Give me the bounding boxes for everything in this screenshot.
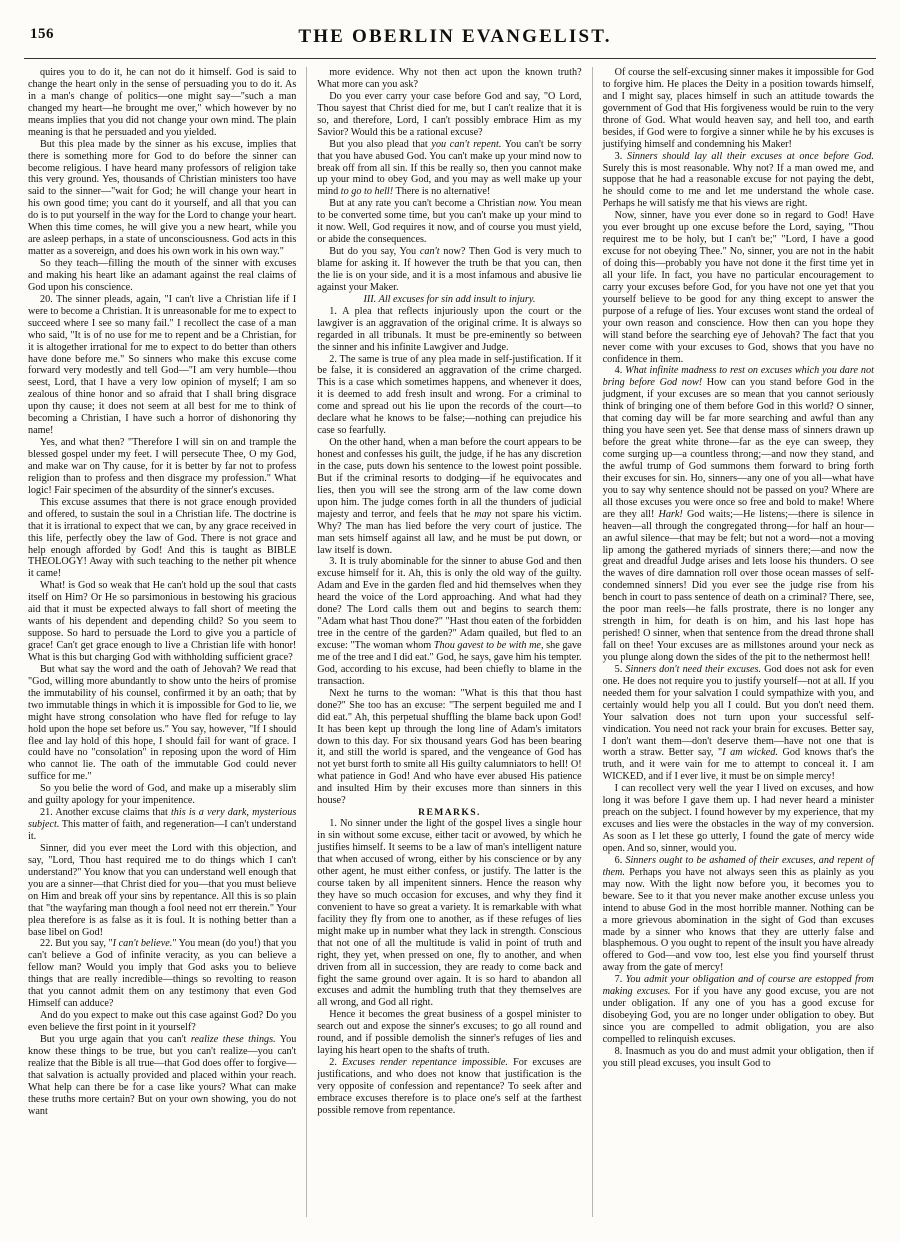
paragraph: Do you ever carry your case before God and say, "O Lord, Thou sayest that Christ died for me, but I can't realize that it is so, and therefore, Lord, I can't possibly embrace Him as my Savior? Would this be a rational excuse? <box>317 90 582 138</box>
paragraph: Now, sinner, have you ever done so in regard to God! Have you ever brought up one excuse before the Lord, saying, "Thou requirest me to be holy, but I can't be;" "Lord, I have a good excuse for not obeying Thee." No, sinner, you are not in the habit of doing this—probably you have not done it the first time yet in all your life. In fact, you have no particular encouragement to carry your excuses before God, for you have not one yet that you yourself believe to be good for any thing except to answer the purpose of a refuge of lies. Your excuses wont stand the ordeal of your own reason and conscience. How then can you hope they will stand before the searching eye of Jehovah? The fact that you never come with your excuses to God, shows that you have no confidence in them. <box>602 210 874 365</box>
paragraph: On the other hand, when a man before the court appears to be honest and confesses his guilt, the judge, if he has any discretion in the case, puts down his sentence to the lowest point possible. But if the criminal resorts to dodging—if he equivocates and lies, then you will see the strong arm of the law come down upon him. The judge comes forth in all the thunders of judicial majesty and terror, and feels that he may not spare his victim. Why? The man has lied before the very court of justice. The man sets himself against all law, and he must be put down, or law itself is down. <box>317 437 582 556</box>
section-heading: REMARKS. <box>418 807 481 819</box>
column-container <box>22 67 878 1217</box>
paragraph: Yes, and what then? "Therefore I will sin on and trample the blessed gospel under my feet. I will persecute Thee, O my God, and make war on Thy cause, for it is better by far not to profess religion than to profess and then disgrace my profession." What logic! Fair specimen of the absurdity of the sinner's excuses. <box>28 437 297 496</box>
paragraph: 1. No sinner under the light of the gospel lives a single hour in sin without some excuse, either tacit or avowed, by which he justifies himself. It seems to be a law of man's intelligent nature that when accused of wrong, either by his conscience or by any other agent, he must either confess, or justify. The latter is the course taken by all impenitent sinners. Hence the reason why they have so much occasion for excuses, and why they find it convenient to have so great a variety. It is remarkable with what facility they fly from one to another, as if these refuges of lies might make up in number what they lack in strength. Conscious that not one of all the multitude is valid in point of truth and right, they yet, when pressed on one, fly to another, and when driven from all in succession, they are ready to come back and fight the same ground over again. It is so hard to abandon all excuses and admit the humbling truth that they themselves are all wrong, and God all right. <box>317 818 582 1009</box>
header-rule <box>24 58 876 59</box>
paragraph: Next he turns to the woman: "What is this that thou hast done?" She too has an excuse: "The serpent beguiled me and I did eat." Ah, this perpetual shuffling the blame back upon God! It has been kept up through the long line of Adam's imitators down to this day. For six thousand years God has been bearing it, and still the world is spared, and the vengeance of God has not yet burst forth to smite all His guilty calumniators to hell! O! what patience in God! And who have ever abused His patience and insulted Him by their excuses more than sinners in this house? <box>317 687 582 807</box>
paragraph: I can recollect very well the year I lived on excuses, and how long it was before I gave them up. I had never heard a minister preach on the subject. I found however by my experience, that my excuses and lies were the obstacles in the way of my conversion. As soon as I let these go utterly, I found the gate of mercy wide open. And so, sinner, would you. <box>602 783 874 854</box>
paragraph: 3. It is truly abominable for the sinner to abuse God and then excuse himself for it. Ah, this is only the old way of the guilty. Adam and Eve in the garden fled and hid themselves when they heard the voice of the Lord approaching. And what had they done? The Lord calls them out and begins to search them: "Adam what hast Thou done?" "Hast thou eaten of the forbidden tree in the centre of the garden?" Adam quailed, but fled to an excuse: "The woman whom Thou gavest to be with me, she gave me of the tree and I did eat." God, he says, gave him his tempter. God, according to his excuse, had been chiefly to blame in the transaction. <box>317 556 582 687</box>
paragraph: Of course the self-excusing sinner makes it impossible for God to forgive him. He places the Deity in a position towards himself, and I might say, places himself in such an attitude towards the government of God that His forgiveness would be ruin to the very throne of God. What would heaven say, and hell too, and earth besides, if God were to forgive a sinner while he by his excuses is justifying himself and condemning his Maker! <box>602 67 874 150</box>
paragraph: Hence it becomes the great business of a gospel minister to search out and expose the sinner's excuses; to go all round and round, and if possible demolish the sinner's refuges of lies and laying his heart open to the shafts of truth. <box>317 1009 582 1057</box>
paragraph: So you belie the word of God, and make up a miserably slim and guilty apology for your impenitence. <box>28 783 297 807</box>
paragraph: But you urge again that you can't realize these things. You know these things to be true, but you can't realize—you can't realize that the Bible is all true—that God does offer to forgive—that salvation is actually provided and placed within your reach. What help can there be for a case like yours? What can make these truths more certain? But on your own showing, you do not want <box>28 1033 297 1117</box>
paragraph: 4. What infinite madness to rest on excuses which you dare not bring before God now! How can you stand before God in the judgment, if your excuses are so mean that you cannot seriously think of bringing one of them before God in this world? O sinner, that coming day will be far more searching and awful than any thing you have seen yet. See that dense mass of sinners drawn up before the great white throne—far as the eye can sweep, they come surging up—a countless throng;—and now they stand, and the awful trump of God summons them forward to bring forth their excuses for sin. Ho, sinners—any one of you all—what have you to say why sentence should not be passed on you? Where are all those excuses you were once so free and bold to make! Where are they all! Hark! God waits;—He listens;—there is silence in heaven—all through the congregated throng—for half an hour—an awful silence—that may be felt; but not a word—not a moving lip among the gathered myriads of sinners there;—and now the great and dreadful Judge arises and lets loose his thunders. O see the waves of dire damnation roll over those ocean masses of self-condemned sinners! Did you ever see the judge rise from his bench in court to pass sentence of death on a criminal? There, see, the poor man reels—he falls prostrate, there is no longer any strength in him, for death is on him, and his last hope has perished! O sinner, when that sentence from the dread throne shall fall on thee! Your excuses are as millstones around your neck as you plunge along down the sides of the pit to the nethermost hell! <box>602 365 874 663</box>
paragraph: But this plea made by the sinner as his excuse, implies that there is something more for God to do before the sinner can become religious. I have heard many professors of religion take this very ground. Yes, thousands of Christian ministers too have said to the sinner—"wait for God; he will change your heart in his own good time; you cant do it yourself, and all that you can do is to put yourself in the way for the Lord to change your heart. When this time comes, he will give you a new heart, while you are asleep perhaps, in a state of unconsciousness. God acts in this matter as a sovereign, and does his own work in his own way." <box>28 138 297 258</box>
column-3 <box>593 67 878 1217</box>
page-number: 156 <box>30 26 54 42</box>
masthead <box>22 26 878 52</box>
column-1 <box>22 67 307 1217</box>
paragraph: But do you say, You can't now? Then God is very much to blame for asking it. If however the truth be that you can, then the lie is on your side, and it is a most infamous and abusive lie against your Maker. <box>317 246 582 293</box>
paragraph: And do you expect to make out this case against God? Do you even believe the first point in it yourself? <box>28 1010 297 1033</box>
paragraph: 22. But you say, "I can't believe." You mean (do you!) that you can't believe a God of infinite veracity, as you can believe a fellow man? Would you imply that God asks you to believe things that are really incredible—things so revolting to reason that you cannot admit them on any testimony that even God Himself can adduce? <box>28 938 297 1010</box>
paragraph: Sinner, did you ever meet the Lord with this objection, and say, "Lord, Thou hast required me to do things which I can't understand?" You know that you can understand well enough that you are a sinner—that Christ died for you—that you must believe on Him and break off your sins by repentance. All this is so plain that "the wayfaring man though a fool need not err therein." Your plea therefore is as false as it is foul. It is nothing better than a base libel on God! <box>28 842 297 938</box>
paragraph: This excuse assumes that there is not grace enough provided and offered, to sustain the soul in a Christian life. The doctrine is that it is irrational to expect that we can, by any grace received in this life, perfectly obey the law of God. There is not grace and help enough afforded by God! And this is taught as BIBLE THEOLOGY! Away with such teaching to the nether pit whence it came! <box>28 496 297 580</box>
paragraph: 7. You admit your obligation and of course are estopped from making excuses. For if you have any good excuse, you are not under obligation. If any one of you has a good excuse for disobeying God, you are no longer under obligation to obey. But since you are compelled to admit obligation, you are also compelled to relinquish excuses. <box>602 974 874 1045</box>
paragraph: 8. Inasmuch as you do and must admit your obligation, then if you still plead excuses, you insult God to <box>602 1045 874 1069</box>
paragraph: But what say the word and the oath of Jehovah? We read that "God, willing more abundantly to show unto the heirs of promise the immutability of his counsel, confirmed it by an oath; that by two immutable things in which it is impossible for God to lie, we might have strong consolation who have fled for refuge to lay hold upon the hope set before us." You say, however, "If I should flee and lay hold of this hope, I should fail for want of grace. I could have no "consolation" in reposing upon the word of Him who cannot lie. The oath of the immutable God could never suffice for me." <box>28 663 297 783</box>
paragraph: 20. The sinner pleads, again, "I can't live a Christian life if I were to become a Christian. It is unreasonable for me to expect to succeed where I see so many fail." I recollect the case of a man who said, "It is of no use for me to repent and be a Christian, for it is altogether irrational for me to expect to do better than others have done before me." So sinners who make this excuse come forward very modestly and tell God—"I am very humble—thou seest, Lord, that I have a very low opinion of myself; I am so zealous of thine honor and so afraid that I shall bring disgrace upon thy cause; it does not seem at all best for me to think of becoming a Christian, I have such a horror of dishonoring thy name! <box>28 293 297 437</box>
running-title: THE OBERLIN EVANGELIST. <box>298 26 612 47</box>
paragraph: 21. Another excuse claims that this is a very dark, mysterious subject. This matter of faith, and regeneration—I can't understand it. <box>28 807 297 842</box>
paragraph: 6. Sinners ought to be ashamed of their excuses, and repent of them. Perhaps you have not always seen this as plainly as you may now. With the light now before you, it becomes you to beware. See to it that you never make another excuse unless you intend to abuse God in the most horrible manner. Nothing can be a more grievous abomination in the sight of God than excuses made by a sinner who knows that they are utterly false and blasphemous. O you ought to repent of the insult you have already offered to God—and vow too, lest else you find yourself thrust away from the gate of mercy! <box>602 854 874 974</box>
paragraph: What! is God so weak that He can't hold up the soul that casts itself on Him? Or He so parsimonious in bestowing his gracious aid that it must be expected always to fall short of meeting the wants of his dependent and depending child? So you seem to suppose. So hard to persuade the Lord to give you a particle of grace! Can't get grace enough to live a Christian life with honor! What is this but charging God with withholding sufficient grace? <box>28 580 297 663</box>
paragraph: But you also plead that you can't repent. You can't be sorry that you have abused God. You can't make up your mind now to break off from all sin. If this be really so, then you cannot make up your mind to obey God, and you may as well make up your mind to go to hell! There is no alternative! <box>317 138 582 198</box>
paragraph: more evidence. Why not then act upon the known truth? What more can you ask? <box>317 67 582 90</box>
paragraph: 1. A plea that reflects injuriously upon the court or the lawgiver is an aggravation of the original crime. It is always so regarded in all tribunals. It must be pre-eminently so between the sinner and his infinite Lawgiver and Judge. <box>317 305 582 353</box>
paragraph: 3. Sinners should lay all their excuses at once before God. Surely this is most reasonable. Why not? If a man owed me, and suppose that he had a reasonable excuse for not paying the debt, he should come to me and let me understand the whole case. Perhaps he will satisfy me that his views are right. <box>602 150 874 210</box>
section-heading: III. All excuses for sin add insult to injury. <box>363 293 536 305</box>
paragraph: 2. Excuses render repentance impossible. For excuses are justifications, and who does not know that justification is the very opposite of confession and repentance? To seek after and embrace excuses therefore is to place one's self at the farthest possible remove from repentance. <box>317 1057 582 1116</box>
paragraph: quires you to do it, he can not do it himself. God is said to change the heart only in the sense of persuading you to do it. As in a man's change of politics—one might say—"such a man changed my heart—he brought me over," which however by no means implies that you did not change your own mind. The plain meaning is that he persuaded and you yielded. <box>28 67 297 138</box>
paragraph: So they teach—filling the mouth of the sinner with excuses and making his heart like an adamant against the real claims of God upon his conscience. <box>28 258 297 293</box>
paragraph: 5. Sinners don't need their excuses. God does not ask for even one. He does not require you to justify yourself—not at all. If you needed them for your salvation I could sympathize with you, and certainly would help you all I could. But you don't need them. Your salvation does not turn upon your successful self-vindication. You need not rack your brain for excuses. Better say, I don't want them—don't deserve them—have not one that is worth a straw. Better say, "I am wicked. God knows that's the truth, and it were vain for me to attempt to conceal it. I am WICKED, and if I ever live, it must be on simple mercy! <box>602 663 874 783</box>
paragraph: But at any rate you can't become a Christian now. You mean to be converted some time, but you can't make up your mind to it now. Well, God requires it now, and of course you must yield, or abide the consequences. <box>317 198 582 246</box>
paragraph: 2. The same is true of any plea made in self-justification. If it be false, it is considered an aggravation of the crime charged. This is a case which sometimes happens, and whenever it does, it is deemed to add fresh insult and wrong. For a criminal to come and spread out his lie upon the records of the court—to declare what he knows to be false;—nothing can prejudice his case so fearfully. <box>317 353 582 437</box>
column-2 <box>307 67 592 1217</box>
